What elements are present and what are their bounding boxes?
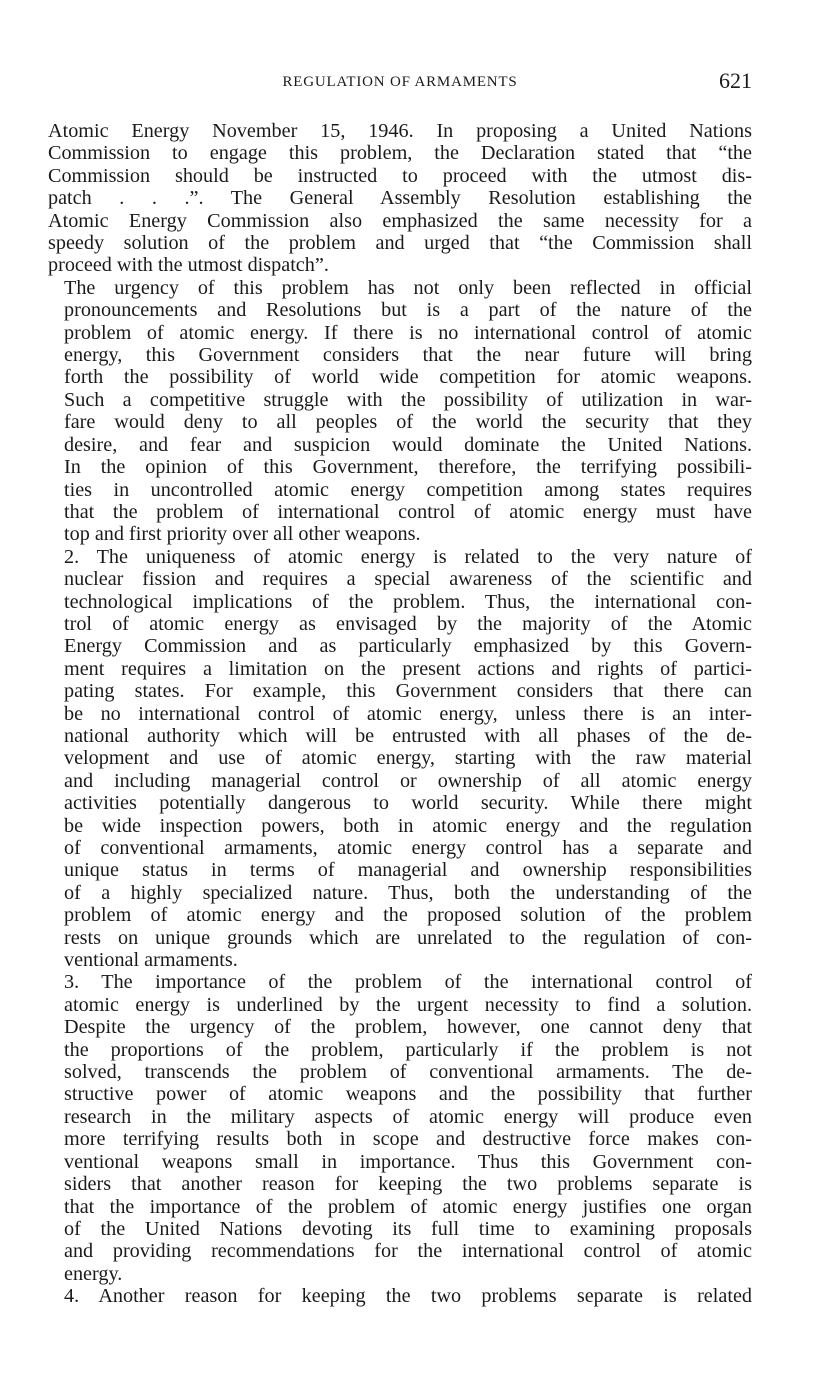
- text-line: energy.: [64, 1262, 123, 1285]
- text-line: and providing recommendations for the international control of atomic: [64, 1240, 752, 1263]
- text-line: solved, transcends the problem of conventional armaments. The de-: [64, 1061, 752, 1084]
- text-line: 4. Another reason for keeping the two problems separate is related: [64, 1285, 752, 1308]
- text-line: national authority which will be entrusted with all phases of the de-: [64, 724, 752, 747]
- text-line: velopment and use of atomic energy, starting with the raw material: [64, 747, 752, 770]
- text-line: ventional weapons small in importance. Thus this Government con-: [64, 1150, 752, 1173]
- text-line: pronouncements and Resolutions but is a part of the nature of the: [64, 299, 752, 322]
- text-line: 2. The uniqueness of atomic energy is related to the very nature of: [64, 545, 752, 568]
- text-line: that the problem of international control of atomic energy must have: [64, 500, 752, 523]
- text-line: atomic energy is underlined by the urgent necessity to find a solution.: [64, 993, 752, 1016]
- text-line: pating states. For example, this Government considers that there can: [64, 680, 752, 703]
- text-line: be no international control of atomic energy, unless there is an inter-: [64, 702, 752, 725]
- text-line: Such a competitive struggle with the possibility of utilization in war-: [64, 388, 752, 411]
- text-line: activities potentially dangerous to world security. While there might: [64, 792, 752, 815]
- text-line: of conventional armaments, atomic energy control has a separate and: [64, 837, 752, 859]
- text-line: patch . . .”. The General Assembly Resolution establishing the: [48, 187, 752, 210]
- text-line: 3. The importance of the problem of the international control of: [64, 971, 752, 994]
- page-header: [48, 70, 752, 96]
- paragraph-section-2: [48, 546, 752, 972]
- text-line: Despite the urgency of the problem, however, one cannot deny that: [64, 1016, 752, 1039]
- text-line: problem of atomic energy. If there is no international control of atomic: [64, 321, 752, 344]
- page-number: 621: [719, 68, 752, 93]
- text-line: Commission to engage this problem, the Declaration stated that “the: [48, 142, 752, 165]
- text-line: fare would deny to all peoples of the world the security that they: [64, 411, 752, 434]
- text-line: rests on unique grounds which are unrelated to the regulation of con-: [64, 926, 752, 949]
- text-line: desire, and fear and suspicion would dominate the United Nations.: [64, 433, 752, 456]
- text-line: Commission should be instructed to proceed with the utmost dis-: [48, 164, 752, 187]
- body-text: [48, 120, 752, 1308]
- text-line: In the opinion of this Government, therefore, the terrifying possibili-: [64, 456, 752, 479]
- text-line: siders that another reason for keeping the two problems separate is: [64, 1173, 752, 1196]
- text-line: be wide inspection powers, both in atomic energy and the regulation: [64, 814, 752, 837]
- running-title: REGULATION OF ARMAMENTS: [282, 74, 518, 90]
- text-line: unique status in terms of managerial and ownership responsibilities: [64, 859, 752, 882]
- text-line: Atomic Energy November 15, 1946. In proposing a United Nations: [48, 120, 752, 142]
- text-line: of a highly specialized nature. Thus, both the understanding of the: [64, 881, 752, 904]
- paragraph-section-4: [48, 1285, 752, 1307]
- text-line: research in the military aspects of atomic energy will produce even: [64, 1105, 752, 1128]
- text-line: that the importance of the problem of atomic energy justifies one organ: [64, 1195, 752, 1218]
- text-line: Atomic Energy Commission also emphasized the same necessity for a: [48, 209, 752, 232]
- text-line: structive power of atomic weapons and the possibility that further: [64, 1083, 752, 1106]
- paragraph-urgency: [48, 277, 752, 546]
- text-line: speedy solution of the problem and urged that “the Commission shall: [48, 232, 752, 255]
- paragraph-section-3: [48, 971, 752, 1285]
- text-line: problem of atomic energy and the proposed solution of the problem: [64, 904, 752, 927]
- text-line: ment requires a limitation on the present actions and rights of partici-: [64, 657, 752, 680]
- text-line: energy, this Government considers that the near future will bring: [64, 344, 752, 367]
- text-line: more terrifying results both in scope and destructive force makes con-: [64, 1128, 752, 1151]
- text-line: of the United Nations devoting its full time to examining proposals: [64, 1217, 752, 1240]
- text-line: trol of atomic energy as envisaged by the majority of the Atomic: [64, 612, 752, 635]
- text-line: and including managerial control or ownership of all atomic energy: [64, 769, 752, 792]
- text-line: proceed with the utmost dispatch”.: [48, 254, 329, 277]
- text-line: technological implications of the problem. Thus, the international con-: [64, 590, 752, 613]
- text-line: Energy Commission and as particularly emphasized by this Govern-: [64, 635, 752, 658]
- text-line: ties in uncontrolled atomic energy competition among states requires: [64, 478, 752, 501]
- paragraph-continuation: [48, 120, 752, 277]
- text-line: forth the possibility of world wide competition for atomic weapons.: [64, 366, 752, 389]
- text-line: the proportions of the problem, particularly if the problem is not: [64, 1038, 752, 1061]
- text-line: ventional armaments.: [64, 949, 238, 972]
- text-line: top and first priority over all other weapons.: [64, 523, 421, 546]
- text-line: The urgency of this problem has not only been reflected in official: [64, 276, 752, 299]
- text-line: nuclear fission and requires a special awareness of the scientific and: [64, 568, 752, 591]
